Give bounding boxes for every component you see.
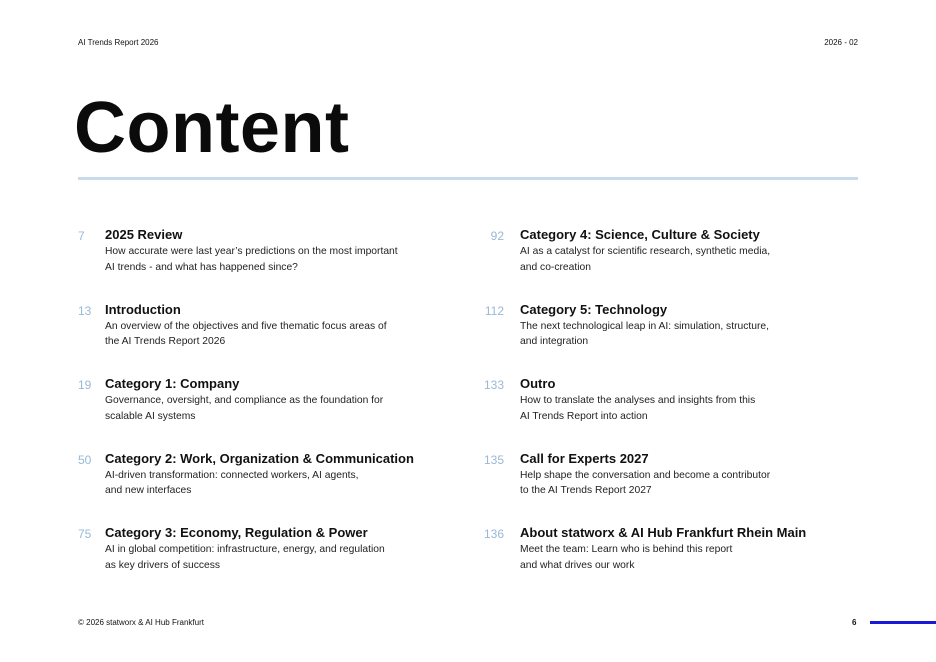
toc-page-number: 13 [78, 303, 92, 318]
toc-item-outro[interactable] [484, 376, 864, 451]
toc-item-category-1[interactable] [78, 376, 458, 451]
footer-copyright: © 2026 statworx & AI Hub Frankfurt [78, 618, 204, 627]
toc-page-number: 112 [484, 303, 504, 318]
toc-page-number: 92 [490, 229, 504, 243]
toc-page-number: 133 [484, 378, 505, 392]
toc-page-number: 7 [78, 229, 85, 243]
toc-item-description: AI-driven transformation: connected workers, AI agents, and new interfaces [105, 469, 359, 496]
footer-page-number: 6 [852, 618, 857, 627]
toc-item-description: Meet the team: Learn who is behind this report and what drives our work [520, 544, 733, 571]
toc-item-title: Introduction [105, 301, 181, 317]
toc-item-2025-review[interactable] [78, 227, 458, 302]
page-title: Content [74, 88, 350, 168]
toc-page-number: 75 [78, 527, 92, 541]
toc-item-title: Category 1: Company [105, 376, 240, 391]
toc-item-title: Category 5: Technology [520, 301, 668, 317]
header-edition: 2026 - 02 [824, 38, 858, 47]
toc-item-description: Governance, oversight, and compliance as the foundation for scalable AI systems [105, 395, 384, 422]
footer-accent-bar [870, 621, 936, 624]
header-report-title: AI Trends Report 2026 [78, 38, 159, 47]
toc-item-description: AI in global competition: infrastructure, energy, and regulation as key drivers of success [105, 544, 385, 571]
toc-item-title: About statworx & AI Hub Frankfurt Rhein Main [520, 525, 807, 540]
title-divider [78, 177, 858, 180]
toc-item-description: The next technological leap in AI: simulation, structure, and integration [520, 320, 769, 347]
toc-item-about[interactable] [484, 525, 864, 600]
toc-item-call-for-experts[interactable] [484, 451, 864, 526]
toc-page-number: 50 [78, 452, 92, 467]
toc-item-category-3[interactable] [78, 525, 458, 600]
toc-left-column [78, 227, 458, 600]
toc-item-title: Outro [520, 376, 556, 391]
toc-item-description: How to translate the analyses and insights from this AI Trends Report into action [520, 395, 756, 422]
toc-item-description: How accurate were last year’s predictions on the most important AI trends - and what has happened since? [105, 246, 398, 273]
toc-item-title: Call for Experts 2027 [520, 450, 649, 466]
toc-item-introduction[interactable] [78, 302, 458, 377]
toc-right-column [484, 227, 864, 600]
toc-page-number: 135 [484, 452, 505, 467]
toc-item-title: Category 3: Economy, Regulation & Power [105, 525, 368, 540]
toc-item-title: Category 4: Science, Culture & Society [520, 227, 760, 242]
toc-item-category-4[interactable] [484, 227, 864, 302]
toc-page-number: 19 [78, 378, 92, 392]
toc-item-category-5[interactable] [484, 302, 864, 377]
toc-item-title: Category 2: Work, Organization & Communication [105, 450, 414, 466]
toc-page-number: 136 [484, 527, 505, 541]
toc-item-description: Help shape the conversation and become a contributor to the AI Trends Report 2027 [520, 469, 771, 496]
toc-item-category-2[interactable] [78, 451, 458, 526]
toc-item-description: An overview of the objectives and five thematic focus areas of the AI Trends Report 2026 [105, 320, 387, 347]
toc-item-title: 2025 Review [105, 227, 183, 242]
toc-item-description: AI as a catalyst for scientific research, synthetic media, and co-creation [520, 246, 771, 273]
